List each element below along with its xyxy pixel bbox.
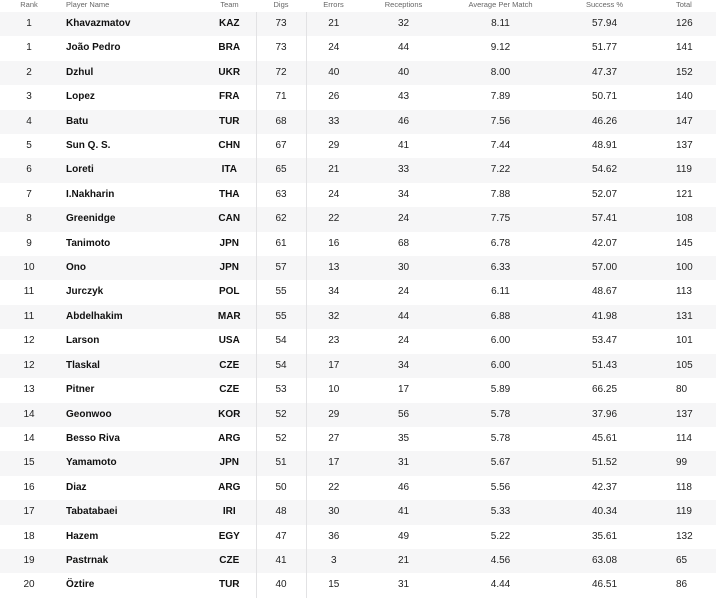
average-per-match-cell: 7.89 [490, 91, 511, 103]
digs-cell: 55 [256, 280, 306, 304]
digs-cell: 62 [256, 207, 306, 231]
table-row[interactable] [0, 403, 716, 427]
success-cell: 40.34 [591, 506, 618, 518]
errors-cell: 16 [328, 237, 340, 249]
team-cell: UKR [218, 66, 241, 78]
errors-cell: 32 [328, 310, 340, 322]
receptions-cell: 43 [397, 91, 410, 103]
total-cell: 132 [676, 530, 693, 542]
errors-cell: 17 [328, 457, 340, 469]
column-header-rank[interactable]: Rank [20, 0, 38, 9]
errors-cell: 27 [328, 432, 340, 444]
average-per-match-cell: 9.12 [490, 42, 511, 54]
rank-cell: 5 [26, 140, 32, 152]
success-cell: 42.37 [591, 481, 618, 493]
digs-cell: 71 [256, 85, 306, 109]
column-header-total[interactable]: Total [676, 0, 692, 9]
table-row[interactable] [0, 500, 716, 524]
table-row[interactable] [0, 525, 716, 549]
rank-cell: 10 [23, 262, 35, 274]
receptions-cell: 35 [397, 432, 410, 444]
errors-cell: 40 [328, 66, 340, 78]
digs-cell: 67 [256, 134, 306, 158]
rank-cell: 1 [26, 42, 32, 54]
table-row[interactable] [0, 427, 716, 451]
receptions-cell: 31 [397, 457, 410, 469]
rank-cell: 4 [26, 115, 32, 127]
total-cell: 147 [676, 115, 693, 127]
digs-cell: 63 [256, 183, 306, 207]
average-per-match-cell: 6.00 [490, 359, 511, 371]
rank-cell: 17 [23, 506, 35, 518]
digs-cell: 68 [256, 110, 306, 134]
receptions-cell: 56 [397, 408, 410, 420]
receptions-cell: 24 [397, 286, 410, 298]
success-cell: 46.26 [591, 115, 618, 127]
total-cell: 113 [676, 286, 692, 298]
errors-cell: 22 [328, 213, 340, 225]
total-cell: 131 [676, 310, 693, 322]
success-cell: 63.08 [591, 554, 618, 566]
team-cell: IRI [222, 506, 236, 518]
total-cell: 114 [676, 432, 692, 444]
digs-cell: 47 [256, 525, 306, 549]
average-per-match-cell: 7.22 [490, 164, 511, 176]
total-cell: 101 [676, 335, 693, 347]
player-name-cell: Lopez [66, 91, 95, 103]
average-per-match-cell: 7.88 [490, 188, 511, 200]
column-header-digs[interactable]: Digs [273, 0, 289, 9]
digs-cell: 61 [256, 232, 306, 256]
table-row[interactable] [0, 573, 716, 597]
table-row[interactable] [0, 85, 716, 109]
rank-cell: 6 [26, 164, 32, 176]
table-row[interactable] [0, 354, 716, 378]
total-cell: 119 [676, 164, 692, 176]
average-per-match-cell: 5.56 [490, 481, 511, 493]
table-row[interactable] [0, 61, 716, 85]
team-cell: THA [218, 188, 240, 200]
digs-cell: 52 [256, 403, 306, 427]
errors-cell: 24 [328, 42, 340, 54]
rank-cell: 3 [26, 91, 32, 103]
column-header-average-per-match[interactable]: Average Per Match [468, 0, 533, 9]
receptions-cell: 24 [397, 213, 410, 225]
table-row[interactable] [0, 207, 716, 231]
rank-cell: 14 [23, 432, 35, 444]
success-cell: 47.37 [591, 66, 618, 78]
errors-cell: 3 [330, 554, 337, 566]
table-row[interactable] [0, 183, 716, 207]
receptions-cell: 68 [397, 237, 410, 249]
success-cell: 53.47 [591, 335, 618, 347]
success-cell: 57.94 [591, 18, 618, 29]
player-name-cell: João Pedro [66, 42, 121, 54]
team-cell: CZE [219, 384, 240, 396]
team-cell: CHN [218, 140, 241, 152]
team-cell: CZE [219, 554, 240, 566]
rank-cell: 15 [23, 457, 35, 469]
total-cell: 86 [676, 579, 688, 591]
errors-cell: 29 [328, 140, 340, 152]
table-row[interactable] [0, 549, 716, 573]
errors-cell: 34 [328, 286, 340, 298]
player-name-cell: Ono [66, 262, 86, 274]
success-cell: 48.67 [591, 286, 618, 298]
digs-cell: 41 [256, 549, 306, 573]
team-cell: CZE [219, 359, 240, 371]
player-name-cell: Khavazmatov [66, 18, 131, 29]
player-name-cell: Pitner [66, 384, 95, 396]
digs-cell: 73 [256, 36, 306, 60]
errors-cell: 26 [328, 91, 340, 103]
player-name-cell: Greenidge [66, 213, 116, 225]
player-name-cell: Geonwoo [66, 408, 112, 420]
rank-cell: 12 [23, 335, 35, 347]
digs-cell: 50 [256, 476, 306, 500]
team-cell: POL [218, 286, 240, 298]
player-name-cell: Dzhul [66, 66, 94, 78]
rank-cell: 14 [23, 408, 35, 420]
total-cell: 80 [676, 384, 688, 396]
total-cell: 100 [676, 262, 693, 274]
errors-cell: 36 [328, 530, 340, 542]
errors-cell: 22 [328, 481, 340, 493]
receptions-cell: 31 [397, 579, 410, 591]
rank-cell: 8 [26, 213, 32, 225]
average-per-match-cell: 5.78 [490, 408, 511, 420]
team-cell: FRA [218, 91, 240, 103]
total-cell: 152 [676, 66, 693, 78]
digs-cell: 55 [256, 305, 306, 329]
success-cell: 54.62 [591, 164, 618, 176]
team-cell: KAZ [218, 18, 240, 29]
receptions-cell: 46 [397, 481, 410, 493]
table-row[interactable] [0, 12, 716, 36]
player-name-cell: Batu [66, 115, 89, 127]
errors-cell: 29 [328, 408, 340, 420]
column-header-receptions[interactable]: Receptions [384, 0, 423, 9]
total-cell: 105 [676, 359, 693, 371]
average-per-match-cell: 5.78 [490, 432, 511, 444]
rank-cell: 9 [26, 237, 32, 249]
total-cell: 99 [676, 457, 688, 469]
total-cell: 145 [676, 237, 693, 249]
table-row[interactable] [0, 134, 716, 158]
success-cell: 51.77 [591, 42, 618, 54]
table-row[interactable] [0, 305, 716, 329]
receptions-cell: 41 [397, 140, 410, 152]
column-header-errors[interactable]: Errors [323, 0, 344, 9]
receptions-cell: 24 [397, 335, 410, 347]
receptions-cell: 44 [397, 42, 410, 54]
digs-cell: 73 [256, 12, 306, 36]
average-per-match-cell: 5.33 [490, 506, 511, 518]
success-cell: 57.00 [591, 262, 618, 274]
player-name-cell: Diaz [66, 481, 87, 493]
table-row[interactable] [0, 378, 716, 402]
column-header-player-name[interactable]: Player Name [66, 0, 110, 9]
receptions-cell: 32 [397, 18, 410, 29]
rank-cell: 13 [23, 384, 35, 396]
average-per-match-cell: 5.67 [490, 457, 511, 469]
team-cell: TUR [218, 579, 240, 591]
average-per-match-cell: 6.78 [490, 237, 511, 249]
total-cell: 65 [676, 554, 688, 566]
total-cell: 137 [676, 408, 693, 420]
success-cell: 48.91 [591, 140, 618, 152]
digs-cell: 57 [256, 256, 306, 280]
player-name-cell: Larson [66, 335, 100, 347]
total-cell: 126 [676, 18, 693, 29]
table-row[interactable] [0, 476, 716, 500]
digs-cell: 40 [256, 573, 306, 597]
success-cell: 51.43 [591, 359, 618, 371]
table-row[interactable] [0, 158, 716, 182]
player-name-cell: Tanimoto [66, 237, 111, 249]
rank-cell: 1 [26, 18, 32, 29]
digs-cell: 48 [256, 500, 306, 524]
rank-cell: 2 [26, 66, 32, 78]
success-cell: 41.98 [591, 310, 618, 322]
receptions-cell: 40 [397, 66, 410, 78]
player-name-cell: Loreti [66, 164, 94, 176]
rank-cell: 16 [23, 481, 35, 493]
average-per-match-cell: 6.88 [490, 310, 511, 322]
player-name-cell: Tlaskal [66, 359, 100, 371]
team-cell: CAN [218, 213, 241, 225]
player-name-cell: Tabatabaei [66, 506, 118, 518]
team-cell: EGY [218, 530, 240, 542]
receptions-cell: 33 [397, 164, 410, 176]
team-cell: JPN [219, 237, 239, 249]
digs-cell: 72 [256, 61, 306, 85]
receptions-cell: 34 [397, 359, 410, 371]
total-cell: 137 [676, 140, 693, 152]
success-cell: 35.61 [591, 530, 618, 542]
average-per-match-cell: 4.44 [490, 579, 511, 591]
average-per-match-cell: 5.89 [490, 384, 511, 396]
team-cell: TUR [218, 115, 240, 127]
success-cell: 42.07 [591, 237, 618, 249]
table-row[interactable] [0, 329, 716, 353]
team-cell: BRA [218, 42, 241, 54]
rank-cell: 7 [26, 188, 32, 200]
success-cell: 46.51 [591, 579, 618, 591]
team-cell: ARG [218, 432, 241, 444]
rank-cell: 11 [23, 310, 35, 322]
team-cell: JPN [219, 457, 239, 469]
player-name-cell: Öztire [66, 579, 95, 591]
success-cell: 37.96 [591, 408, 618, 420]
receptions-cell: 44 [397, 310, 410, 322]
average-per-match-cell: 5.22 [490, 530, 511, 542]
errors-cell: 33 [328, 115, 340, 127]
average-per-match-cell: 6.11 [491, 286, 510, 298]
errors-cell: 21 [328, 18, 340, 29]
digs-cell: 51 [256, 451, 306, 475]
total-cell: 140 [676, 91, 693, 103]
team-cell: ITA [221, 164, 237, 176]
player-name-cell: Hazem [66, 530, 99, 542]
digs-cell: 53 [256, 378, 306, 402]
errors-cell: 15 [328, 579, 340, 591]
rank-cell: 20 [23, 579, 35, 591]
player-name-cell: Abdelhakim [66, 310, 123, 322]
errors-cell: 17 [328, 359, 340, 371]
receptions-cell: 46 [397, 115, 410, 127]
total-cell: 141 [676, 42, 693, 54]
table-header [0, 0, 716, 12]
table-row[interactable] [0, 451, 716, 475]
table-row[interactable] [0, 232, 716, 256]
receptions-cell: 17 [397, 384, 410, 396]
column-header-team[interactable]: Team [220, 0, 239, 9]
errors-cell: 21 [328, 164, 340, 176]
average-per-match-cell: 6.33 [490, 262, 511, 274]
player-name-cell: Besso Riva [66, 432, 120, 444]
table-row[interactable] [0, 280, 716, 304]
average-per-match-cell: 7.56 [490, 115, 511, 127]
total-cell: 108 [676, 213, 693, 225]
total-cell: 119 [676, 506, 692, 518]
player-name-cell: Yamamoto [66, 457, 117, 469]
team-cell: MAR [217, 310, 241, 322]
rank-cell: 18 [23, 530, 35, 542]
player-name-cell: I.Nakharin [66, 188, 115, 200]
team-cell: KOR [218, 408, 241, 420]
success-cell: 45.61 [591, 432, 618, 444]
average-per-match-cell: 4.56 [490, 554, 511, 566]
digs-cell: 65 [256, 158, 306, 182]
average-per-match-cell: 6.00 [490, 335, 511, 347]
rank-cell: 11 [23, 286, 35, 298]
success-cell: 52.07 [591, 188, 618, 200]
success-cell: 51.52 [591, 457, 618, 469]
errors-cell: 30 [328, 506, 340, 518]
team-cell: JPN [219, 262, 239, 274]
digs-cell: 54 [256, 329, 306, 353]
rank-cell: 19 [23, 554, 35, 566]
receptions-cell: 34 [397, 188, 410, 200]
player-name-cell: Jurczyk [66, 286, 104, 298]
table-row[interactable] [0, 36, 716, 60]
total-cell: 121 [676, 188, 693, 200]
column-header-success[interactable]: Success % [585, 0, 624, 9]
receptions-cell: 49 [397, 530, 410, 542]
average-per-match-cell: 7.44 [490, 140, 511, 152]
digs-cell: 52 [256, 427, 306, 451]
success-cell: 66.25 [591, 384, 618, 396]
table-row[interactable] [0, 256, 716, 280]
team-cell: USA [218, 335, 240, 347]
table-row[interactable] [0, 110, 716, 134]
player-name-cell: Sun Q. S. [66, 140, 111, 152]
success-cell: 50.71 [591, 91, 618, 103]
table-body [0, 12, 716, 598]
team-cell: ARG [218, 481, 241, 493]
receptions-cell: 30 [397, 262, 410, 274]
average-per-match-cell: 7.75 [490, 213, 511, 225]
receptions-cell: 41 [397, 506, 410, 518]
average-per-match-cell: 8.11 [491, 18, 510, 29]
digs-cell: 54 [256, 354, 306, 378]
rank-cell: 12 [23, 359, 35, 371]
errors-cell: 23 [328, 335, 340, 347]
errors-cell: 24 [328, 188, 340, 200]
player-name-cell: Pastrnak [66, 554, 109, 566]
errors-cell: 13 [328, 262, 340, 274]
receptions-cell: 21 [397, 554, 410, 566]
errors-cell: 10 [328, 384, 340, 396]
total-cell: 118 [676, 481, 692, 493]
average-per-match-cell: 8.00 [490, 66, 511, 78]
success-cell: 57.41 [591, 213, 618, 225]
